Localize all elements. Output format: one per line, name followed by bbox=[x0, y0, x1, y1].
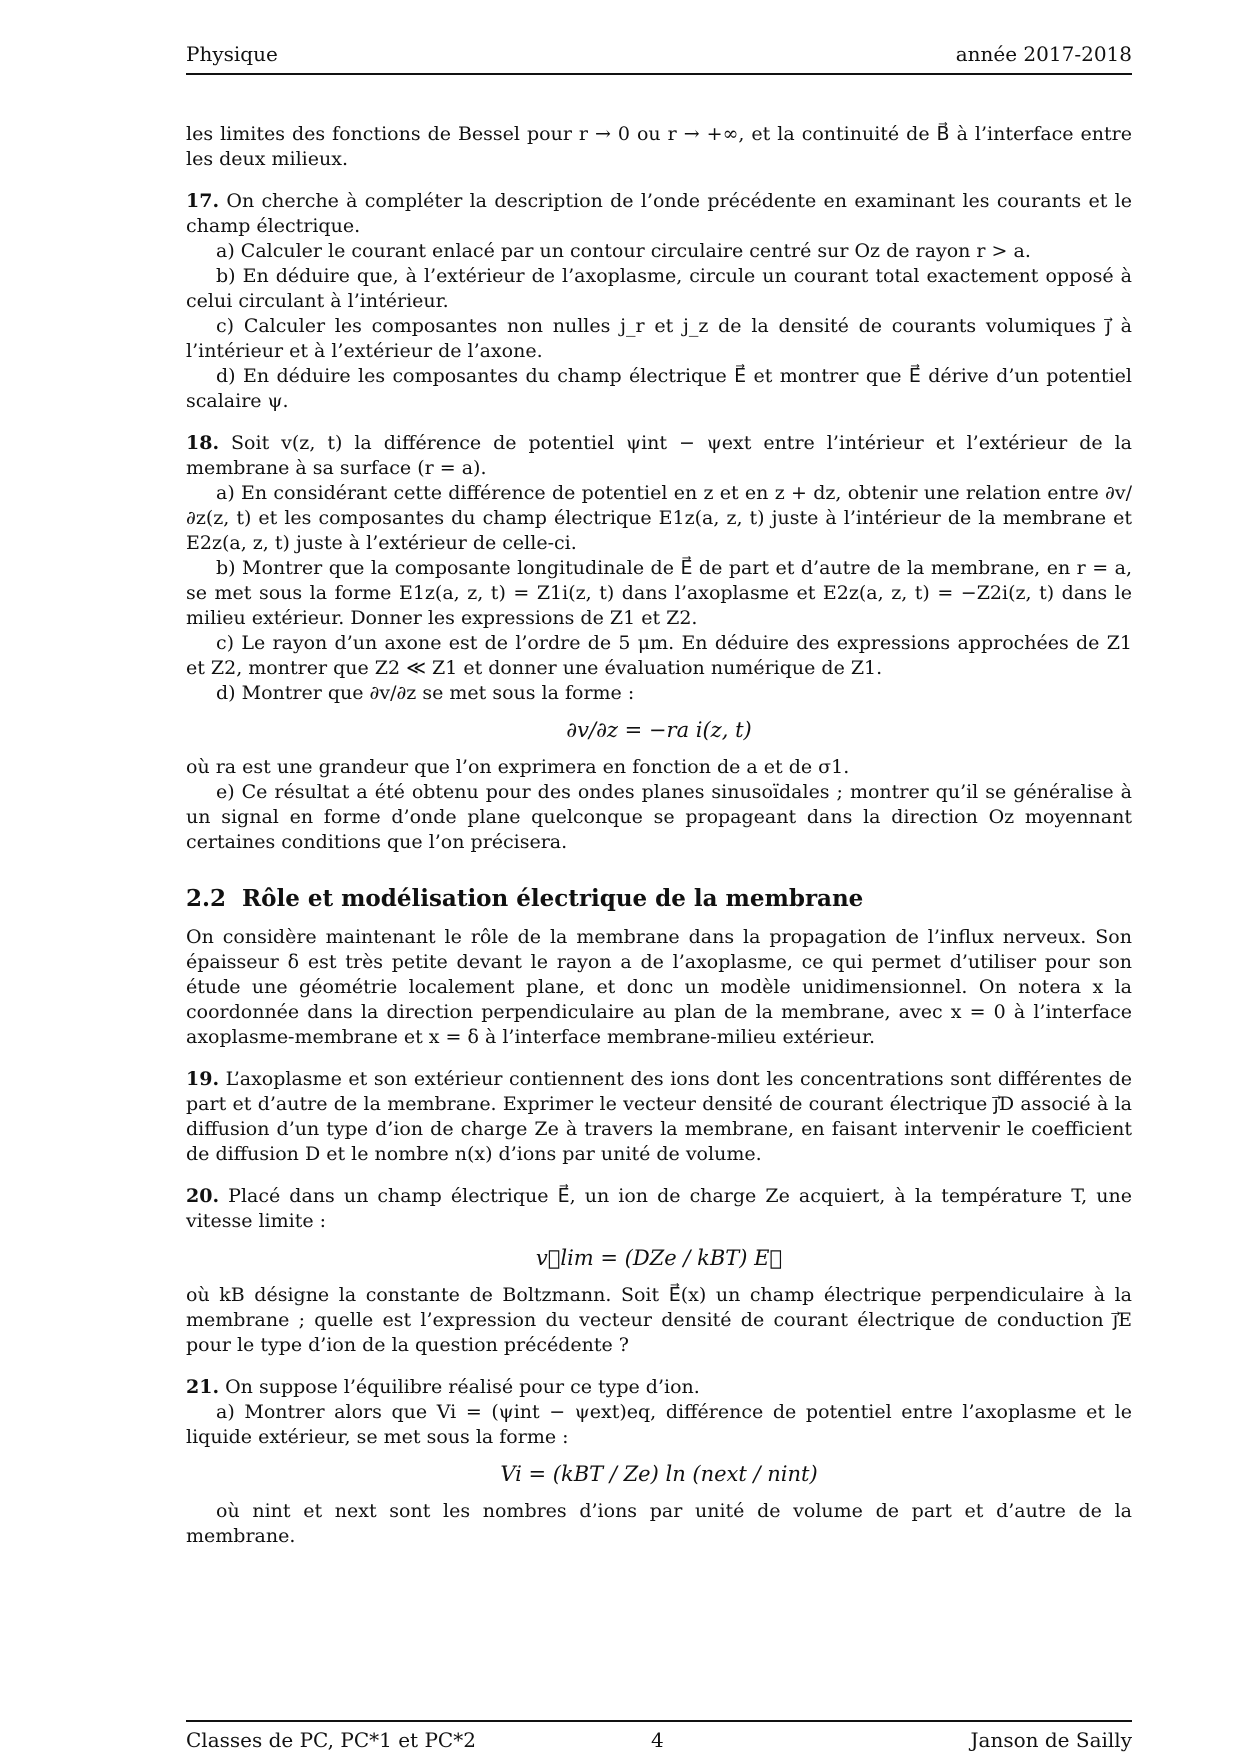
page-number: 4 bbox=[651, 1728, 664, 1752]
question-20 bbox=[186, 1184, 1132, 1234]
question-number: 19. bbox=[186, 1068, 220, 1090]
intro-paragraph: les limites des fonctions de Bessel pour r → 0 ou r → +∞, et la continuité de B⃗ à l’interface entre les deux milieux. bbox=[186, 123, 1132, 170]
q18-part-d: d) Montrer que ∂v/∂z se met sous la forme : bbox=[216, 682, 635, 704]
header-year: année 2017-2018 bbox=[955, 42, 1132, 66]
section-paragraph: On considère maintenant le rôle de la membrane dans la propagation de l’influx nerveux. Son épaisseur δ est très petite devant le rayon a de l’axoplasme, ce qui permet d’utiliser pour son étude une géométrie localement plane, et donc un modèle unidimensionnel. On notera x la coordonnée dans la direction perpendiculaire au plan de la membrane, avec x = 0 à l’interface axoplasme-membrane et x = δ à l’interface membrane-milieu extérieur. bbox=[186, 926, 1132, 1048]
question-number: 20. bbox=[186, 1185, 220, 1207]
q17-part-a: a) Calculer le courant enlacé par un contour circulaire centré sur Oz de rayon r > a. bbox=[216, 240, 1031, 262]
q18-part-b: b) Montrer que la composante longitudinale de E⃗ de part et d’autre de la membrane, en r = a, se met sous la forme E1z(a, z, t) = Z1i(z, t) dans l’axoplasme et E2z(a, z, t) = −Z2i(z, t) dans le milieu extérieur. Donner les expressions de Z1 et Z2. bbox=[186, 557, 1132, 629]
section-heading bbox=[186, 885, 1132, 913]
question-21 bbox=[186, 1375, 1132, 1400]
footer-school: Janson de Sailly bbox=[970, 1728, 1132, 1752]
footer-classes: Classes de PC, PC*1 et PC*2 bbox=[186, 1728, 476, 1752]
q17-part-d: d) En déduire les composantes du champ électrique E⃗ et montrer que E⃗ dérive d’un potentiel scalaire ψ. bbox=[186, 365, 1132, 412]
question-number: 17. bbox=[186, 190, 220, 212]
question-text: L’axoplasme et son extérieur contiennent des ions dont les concentrations sont différentes de part et d’autre de la membrane. Exprimer le vecteur densité de courant électrique j⃗D associé à la diffusion d’un type d’ion de charge Ze à travers la membrane, en faisant intervenir le coefficient de diffusion D et le nombre n(x) d’ions par unité de volume. bbox=[186, 1068, 1132, 1165]
section-title: Rôle et modélisation électrique de la membrane bbox=[242, 885, 864, 912]
page-header bbox=[186, 42, 1132, 75]
equation-vi: Vi = (kBT / Ze) ln (next / nint) bbox=[500, 1462, 818, 1486]
q21-part-a: a) Montrer alors que Vi = (ψint − ψext)eq, différence de potentiel entre l’axoplasme et le liquide extérieur, se met sous la forme : bbox=[186, 1401, 1132, 1448]
section-number: 2.2 bbox=[186, 885, 227, 912]
q17-part-b: b) En déduire que, à l’extérieur de l’axoplasme, circule un courant total exactement opposé à celui circulant à l’intérieur. bbox=[186, 265, 1132, 312]
q18-part-e: e) Ce résultat a été obtenu pour des ondes planes sinusoïdales ; montrer qu’il se généralise à un signal en forme d’onde plane quelconque se propageant dans la direction Oz moyennant certaines conditions que l’on précisera. bbox=[186, 781, 1132, 853]
page-footer bbox=[186, 1720, 1132, 1753]
q18-part-c: c) Le rayon d’un axone est de l’ordre de 5 μm. En déduire des expressions approchées de Z1 et Z2, montrer que Z2 ≪ Z1 et donner une évaluation numérique de Z1. bbox=[186, 632, 1132, 679]
q18-after-equation: où ra est une grandeur que l’on exprimera en fonction de a et de σ1. bbox=[186, 756, 850, 778]
question-text: On cherche à compléter la description de l’onde précédente en examinant les courants et le champ électrique. bbox=[186, 190, 1132, 237]
question-text: Soit v(z, t) la différence de potentiel ψint − ψext entre l’intérieur et l’extérieur de la membrane à sa surface (r = a). bbox=[186, 432, 1132, 479]
question-text: On suppose l’équilibre réalisé pour ce type d’ion. bbox=[225, 1376, 700, 1398]
question-text: Placé dans un champ électrique E⃗, un ion de charge Ze acquiert, à la température T, une vitesse limite : bbox=[186, 1185, 1133, 1232]
q20-after-equation: où kB désigne la constante de Boltzmann. Soit E⃗(x) un champ électrique perpendiculaire à la membrane ; quelle est l’expression du vecteur densité de courant électrique de conduction j⃗E pour le type d’ion de la question précédente ? bbox=[186, 1284, 1132, 1356]
q21-after-equation: où nint et next sont les nombres d’ions par unité de volume de part et d’autre de la membrane. bbox=[186, 1500, 1132, 1547]
question-19 bbox=[186, 1067, 1132, 1167]
question-18 bbox=[186, 431, 1132, 481]
equation-dv-dz: ∂v/∂z = −ra i(z, t) bbox=[566, 718, 752, 742]
page-content bbox=[186, 122, 1132, 1549]
header-subject: Physique bbox=[186, 42, 278, 66]
q18-part-a: a) En considérant cette différence de potentiel en z et en z + dz, obtenir une relation entre ∂v/∂z(z, t) et les composantes du champ électrique E1z(a, z, t) juste à l’intérieur de la membrane et E2z(a, z, t) juste à l’extérieur de celle-ci. bbox=[186, 482, 1132, 554]
question-number: 18. bbox=[186, 432, 220, 454]
q17-part-c: c) Calculer les composantes non nulles j_r et j_z de la densité de courants volumiques j⃗ à l’intérieur et à l’extérieur de l’axone. bbox=[186, 315, 1132, 362]
question-number: 21. bbox=[186, 1376, 220, 1398]
equation-v-lim: v⃗lim = (DZe / kBT) E⃗ bbox=[535, 1246, 783, 1270]
question-17 bbox=[186, 189, 1132, 239]
